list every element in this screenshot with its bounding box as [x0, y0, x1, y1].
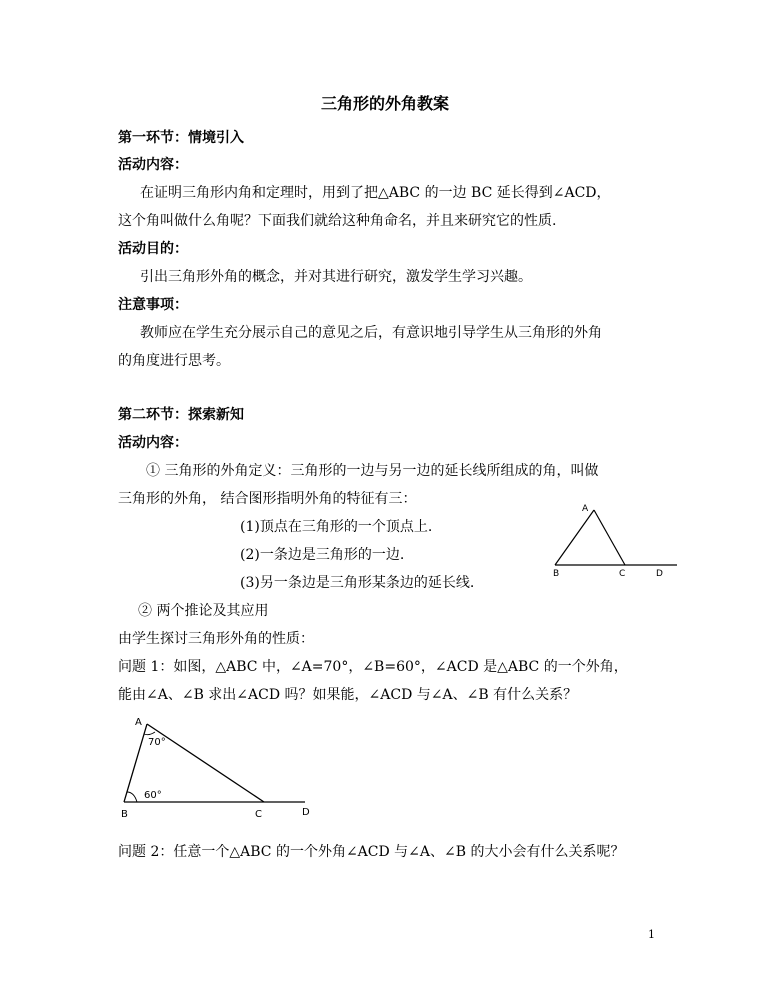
question1-line2: 能由∠A、∠B 求出∠ACD 吗？如果能，∠ACD 与∠A、∠B 有什么关系？	[118, 687, 578, 703]
vertex-c-label: C	[255, 809, 262, 820]
document-title: 三角形的外角教案	[320, 94, 449, 113]
angle-b-value: 60°	[144, 790, 162, 801]
definition-line1: ① 三角形的外角定义：三角形的一边与另一边的延长线所组成的角，叫做	[146, 463, 599, 479]
vertex-b-label: B	[553, 569, 560, 579]
angle-a-value: 70°	[148, 737, 166, 748]
page-number: 1	[648, 928, 655, 941]
section1-goal-label: 活动目的：	[118, 241, 188, 257]
point-d-label: D	[302, 807, 310, 818]
vertex-c-label: C	[619, 569, 626, 579]
point-d-label: D	[656, 569, 663, 579]
section1-content-label: 活动内容：	[118, 157, 188, 173]
definition-line2: 三角形的外角， 结合图形指明外角的特征有三：	[118, 491, 417, 507]
section2-heading: 第二环节：探索新知	[118, 407, 244, 423]
vertex-a-label: A	[582, 504, 589, 514]
question1-line1: 问题 1：如图，△ABC 中，∠A=70°，∠B=60°，∠ACD 是△ABC 的一个外角，	[118, 659, 628, 675]
exterior-angle-figure	[545, 498, 685, 582]
section2-content-label: 活动内容：	[118, 435, 188, 451]
feature-3: (3)另一条边是三角形某条边的延长线.	[240, 575, 475, 591]
section1-content-line1: 在证明三角形内角和定理时，用到了把△ABC 的一边 BC 延长得到∠ACD，	[140, 185, 611, 201]
vertex-a-label: A	[135, 717, 142, 728]
feature-2: (2)一条边是三角形的一边.	[240, 547, 405, 563]
feature-1: (1)顶点在三角形的一个顶点上.	[240, 519, 433, 535]
question2-line: 问题 2：任意一个△ABC 的一个外角∠ACD 与∠A、∠B 的大小会有什么关系呢？	[118, 844, 625, 860]
section1-note-line1: 教师应在学生充分展示自己的意见之后，有意识地引导学生从三角形的外角	[140, 325, 602, 341]
section1-note-label: 注意事项：	[118, 297, 188, 313]
corollary-line: ② 两个推论及其应用	[138, 603, 269, 619]
side-ac	[594, 510, 625, 565]
explore-line: 由学生探讨三角形外角的性质：	[118, 631, 314, 647]
section1-content-line2: 这个角叫做什么角呢？下面我们就给这种角命名，并且来研究它的性质.	[118, 213, 557, 229]
side-ab	[555, 510, 594, 565]
section1-goal-line1: 引出三角形外角的概念，并对其进行研究，激发学生学习兴趣。	[140, 269, 532, 285]
section1-note-line2: 的角度进行思考。	[118, 353, 230, 369]
angle-b-arc	[127, 792, 137, 802]
triangle-angles-figure	[115, 713, 335, 823]
vertex-b-label: B	[121, 809, 128, 820]
side-ac	[147, 724, 264, 802]
section1-heading: 第一环节：情境引入	[118, 130, 244, 146]
angle-a-arc	[144, 732, 155, 735]
